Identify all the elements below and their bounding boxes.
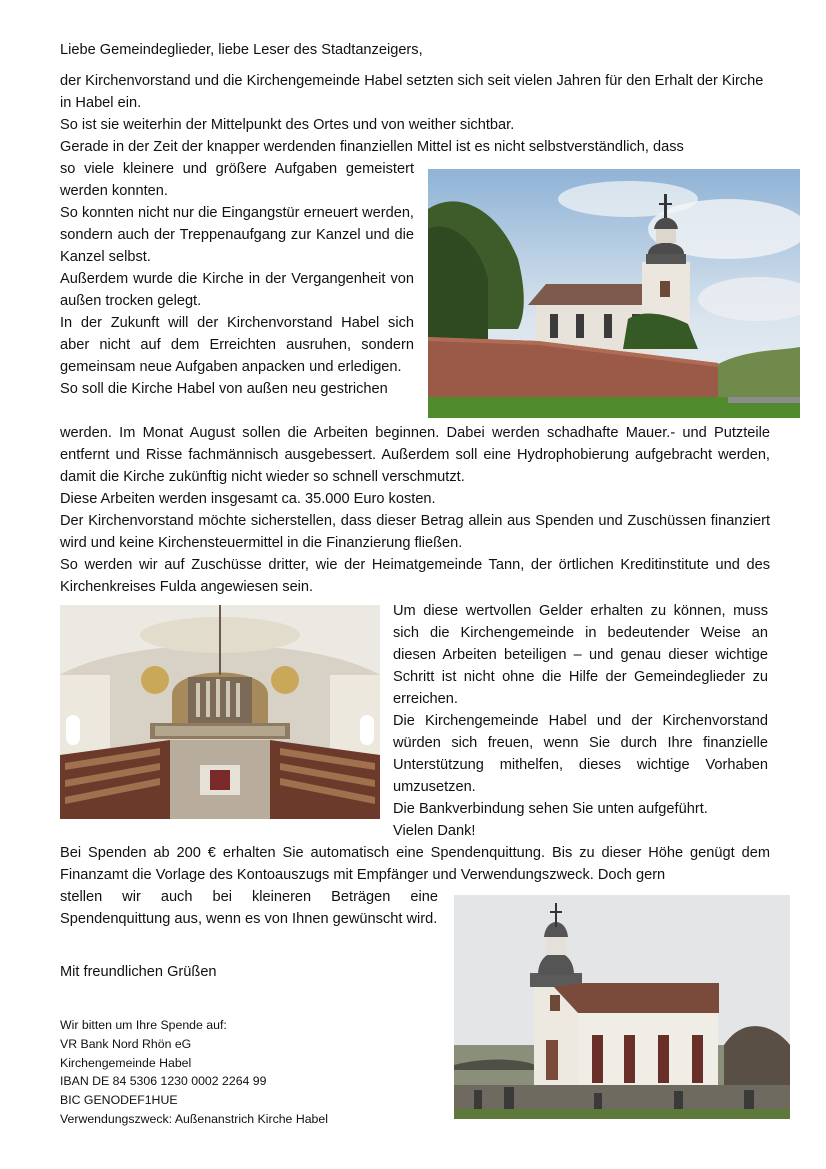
paragraph: Der Kirchenvorstand möchte sicherstellen, dass dieser Betrag allein aus Spenden und Zuschüssen finanziert wird und keine Kirchensteuermittel in die Finanzierung fließen. [60, 513, 770, 551]
paragraph: so viele kleinere und größere Aufgaben gemeistert werden konnten. [60, 161, 414, 199]
paragraph: Bei Spenden ab 200 € erhalten Sie automatisch eine Spendenquittung. Bis zu dieser Höhe genügt dem Finanzamt die Vorlage des Kontoauszugs mit Empfänger und Verwendungszweck. Doch gern [60, 845, 770, 883]
paragraph: Diese Arbeiten werden insgesamt ca. 35.000 Euro kosten. [60, 491, 436, 507]
bank-purpose: Verwendungszweck: Außenanstrich Kirche Habel [60, 1111, 328, 1126]
paragraph: werden. Im Monat August sollen die Arbeiten beginnen. Dabei werden schadhafte Mauer.- und Putzteile entfernt und Risse fachmännisch ausgebessert. Außerdem soll eine Hydrophobierung aufgebracht werden, damit die Kirche zukünftig nicht wieder so schnell verschmutzt. [60, 425, 770, 485]
bank-iban: IBAN DE 84 5306 1230 0002 2264 99 [60, 1074, 267, 1089]
paragraph: So soll die Kirche Habel von außen neu gestrichen [60, 381, 388, 397]
paragraph: So werden wir auf Zuschüsse dritter, wie der Heimatgemeinde Tann, der örtlichen Kreditinstitute und des Kirchenkreises Fulda angewiesen sein. [60, 557, 770, 595]
paragraph: In der Zukunft will der Kirchenvorstand Habel sich aber nicht auf dem Erreichten ausruhen, sondern gemeinsam neue Aufgaben anpacken und erledigen. [60, 315, 414, 375]
text-block-middle [60, 422, 770, 598]
bank-name: VR Bank Nord Rhön eG [60, 1036, 192, 1051]
bank-intro: Wir bitten um Ihre Spende auf: [60, 1018, 227, 1032]
closing: Mit freundlichen Grüßen [60, 964, 217, 980]
paragraph: stellen wir auch bei kleineren Beträgen eine Spendenquittung aus, wenn es von Ihnen gewünscht wird. [60, 889, 438, 927]
bank-details [60, 1016, 328, 1129]
church-exterior-photo [428, 169, 800, 418]
paragraph: Gerade in der Zeit der knapper werdenden finanziellen Mittel ist es nicht selbstverständlich, dass [60, 139, 684, 155]
bank-recipient: Kirchengemeinde Habel [60, 1055, 192, 1070]
bank-bic: BIC GENODEF1HUE [60, 1093, 178, 1108]
text-block-right-column [393, 600, 768, 842]
paragraph: der Kirchenvorstand und die Kirchengemeinde Habel setzten sich seit vielen Jahren für den Erhalt der Kirche in Habel ein. [60, 73, 764, 111]
church-interior-photo [60, 605, 380, 819]
church-side-photo [454, 895, 790, 1119]
paragraph: Um diese wertvollen Gelder erhalten zu können, muss sich die Kirchengemeinde in bedeutender Weise an diesen Arbeiten beteiligen – und genau dieser wichtige Schritt ist nicht ohne die Hilfe der Gemeindeglieder zu erreichen. [393, 603, 768, 707]
paragraph: Vielen Dank! [393, 823, 476, 839]
paragraph: So konnten nicht nur die Eingangstür erneuert werden, sondern auch der Treppenaufgang zur Kanzel und die Kanzel selbst. [60, 205, 414, 265]
paragraph: Die Kirchengemeinde Habel und der Kirchenvorstand würden sich freuen, wenn Sie durch Ihre finanzielle Unterstützung mithelfen, dieses wichtige Vorhaben umzusetzen. [393, 713, 768, 795]
paragraph: So ist sie weiterhin der Mittelpunkt des Ortes und von weither sichtbar. [60, 117, 515, 133]
paragraph: Die Bankverbindung sehen Sie unten aufgeführt. [393, 801, 708, 817]
salutation: Liebe Gemeindeglieder, liebe Leser des Stadtanzeigers, [60, 42, 423, 58]
paragraph: Außerdem wurde die Kirche in der Vergangenheit von außen trocken gelegt. [60, 271, 414, 309]
text-block-left-column [60, 158, 414, 400]
text-block-intro [60, 70, 770, 158]
